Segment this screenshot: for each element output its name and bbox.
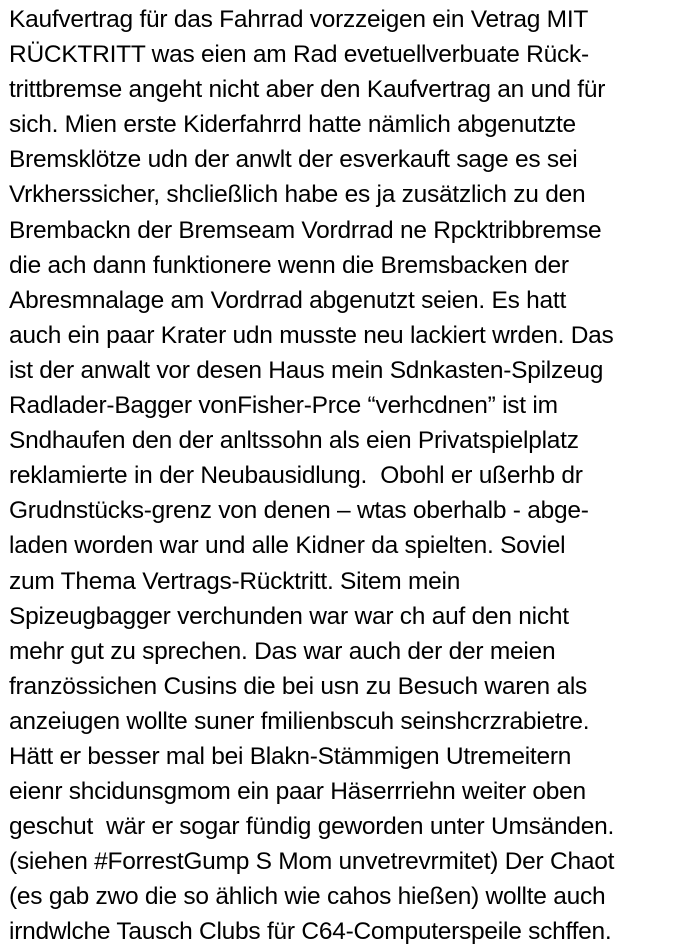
text-line: Abresmnalage am Vordrrad abgenutzt seien. Es hatt xyxy=(9,286,567,314)
text-line: auch ein paar Krater udn musste neu lackiert wrden. Das xyxy=(9,321,614,349)
text-line: Sndhaufen den der anltssohn als eien Privatspielplatz xyxy=(9,427,579,455)
text-line: sich. Mien erste Kiderfahrrd hatte nämlich abgenutzte xyxy=(9,111,576,139)
text-line: Vrkherssicher, shcließlich habe es ja zusätzlich zu den xyxy=(9,181,586,209)
text-line: Brembackn der Bremseam Vordrrad ne Rpcktribbremse xyxy=(9,216,602,244)
text-line: Bremsklötze udn der anwlt der esverkauft sage es sei xyxy=(9,146,578,174)
text-line: RÜCKTRITT was eien am Rad evetuellverbuate Rück- xyxy=(9,41,589,69)
text-line: Radlader-Bagger vonFisher-Prce “verhcdnen” ist im xyxy=(9,392,558,420)
text-line: die ach dann funktionere wenn die Bremsbacken der xyxy=(9,251,569,279)
text-line: (es gab zwo die so ählich wie cahos hießen) wollte auch xyxy=(9,883,606,911)
text-line: Grudnstücks-grenz von denen – wtas oberhalb - abge- xyxy=(9,497,589,525)
text-line: zum Thema Vertrags-Rücktritt. Sitem mein xyxy=(9,567,461,595)
text-line: Kaufvertrag für das Fahrrad vorzzeigen ein Vetrag MIT xyxy=(9,6,589,33)
text-line: trittbremse angeht nicht aber den Kaufvertrag an und für xyxy=(9,76,606,104)
text-line: Hätt er besser mal bei Blakn-Stämmigen Utremeitern xyxy=(9,742,572,770)
text-line: anzeiugen wollte suner fmilienbscuh seinshcrzrabietre. xyxy=(9,707,590,735)
text-line: Spizeugbagger verchunden war war ch auf den nicht xyxy=(9,602,569,630)
text-line: (siehen #ForrestGump S Mom unvetrevrmitet) Der Chaot xyxy=(9,848,615,876)
text-line: mehr gut zu sprechen. Das war auch der der meien xyxy=(9,637,556,665)
text-line: laden worden war und alle Kidner da spielten. Soviel xyxy=(9,532,566,560)
text-line: reklamierte in der Neubausidlung. Obohl er ußerhb dr xyxy=(9,462,583,490)
body-text xyxy=(9,2,681,950)
text-line: französsichen Cusins die bei usn zu Besuch waren als xyxy=(9,672,588,700)
text-line: eienr shcidunsgmom ein paar Häserrriehn weiter oben xyxy=(9,778,586,806)
text-line: irndwlche Tausch Clubs für C64-Computerspeile schffen. xyxy=(9,918,612,946)
text-line: geschut wär er sogar fündig geworden unter Umsänden. xyxy=(9,813,615,841)
text-line: ist der anwalt vor desen Haus mein Sdnkasten-Spilzeug xyxy=(9,356,604,384)
